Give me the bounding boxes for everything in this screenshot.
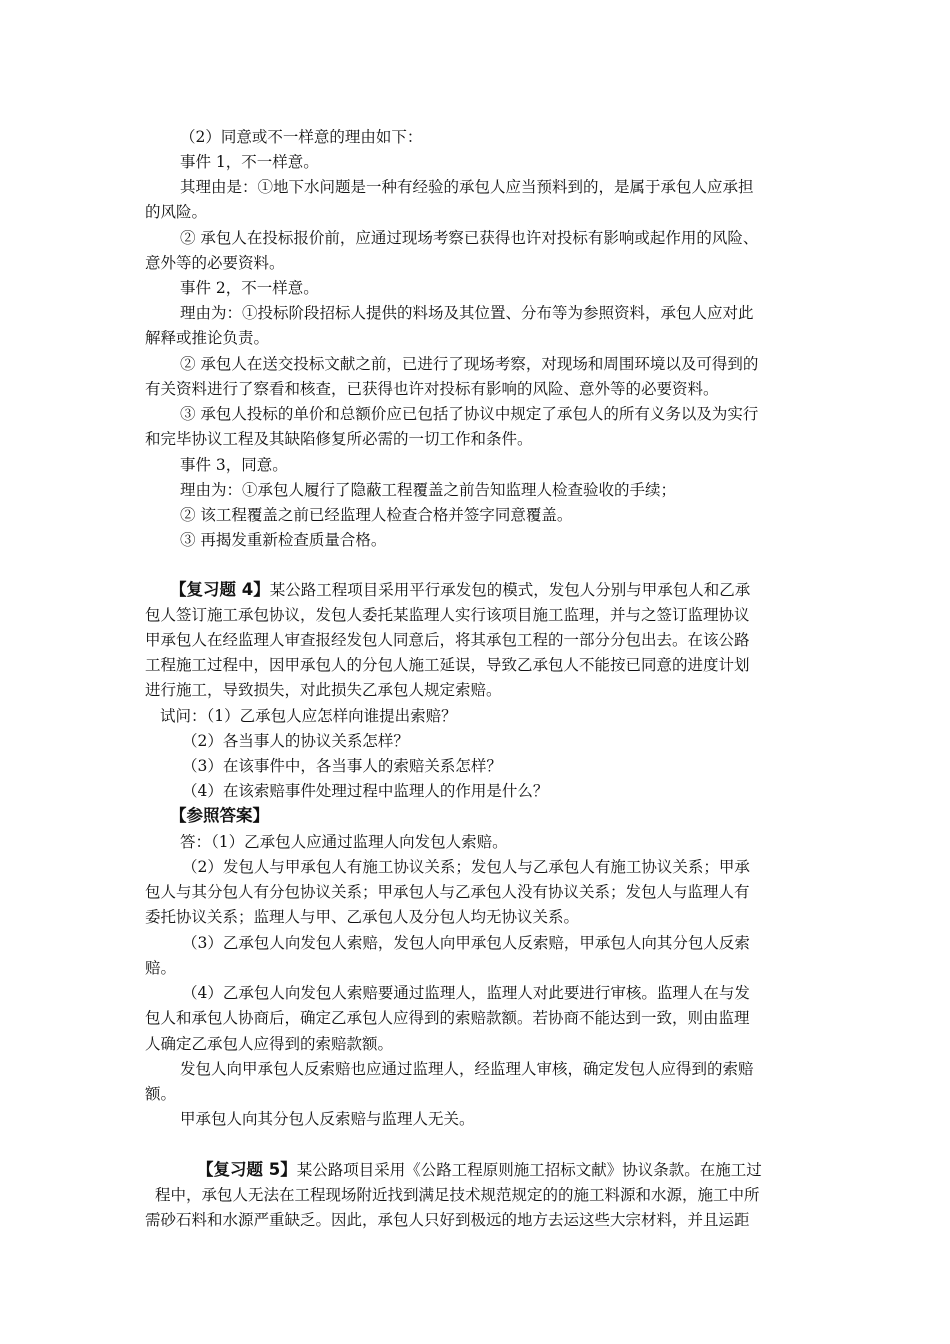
question-4-title: 【复习题 4】	[170, 580, 270, 599]
question-line: （3）在该事件中，各当事人的索赔关系怎样？	[182, 757, 502, 775]
paragraph-line: 解释或推论负责。	[145, 329, 270, 347]
question-line: （4）在该索赔事件处理过程中监理人的作用是什么？	[182, 782, 549, 800]
paragraph-line: 意外等的必要资料。	[145, 254, 285, 272]
paragraph-line: 包人签订施工承包协议，发包人委托某监理人实行该项目施工监理，并与之签订监理协议	[145, 606, 750, 624]
paragraph-line: 事件 3，同意。	[180, 456, 288, 474]
paragraph-line: （2）同意或不一样意的理由如下：	[180, 128, 423, 146]
paragraph-line: 有关资料进行了察看和核查，已获得也许对投标有影响的风险、意外等的必要资料。	[145, 380, 719, 398]
paragraph-line: 事件 2，不一样意。	[180, 279, 319, 297]
answer-line: 额。	[145, 1085, 177, 1103]
answer-line: 答：（1）乙承包人应通过监理人向发包人索赔。	[180, 833, 508, 851]
paragraph-line: 工程施工过程中，因甲承包人的分包人施工延误，导致乙承包人不能按已同意的进度计划	[145, 656, 750, 674]
answer-line: 赔。	[145, 959, 177, 977]
question-line: 试问：（1）乙承包人应怎样向谁提出索赔？	[160, 707, 457, 725]
question-5-first-line: 某公路项目采用《公路工程原则施工招标文献》协议条款。在施工过	[296, 1161, 762, 1179]
question-4-intro	[170, 580, 750, 600]
paragraph-line: 甲承包人在经监理人审查报经发包人同意后，将其承包工程的一部分分包出去。在该公路	[145, 631, 750, 649]
paragraph-line: 理由为：①投标阶段招标人提供的料场及其位置、分布等为参照资料，承包人应对此	[180, 304, 754, 322]
answer-line: （4）乙承包人向发包人索赔要通过监理人，监理人对此要进行审核。监理人在与发	[182, 984, 750, 1002]
answer-line: （2）发包人与甲承包人有施工协议关系；发包人与乙承包人有施工协议关系；甲承	[182, 858, 750, 876]
paragraph-line: ② 该工程覆盖之前已经监理人检查合格并签字同意覆盖。	[180, 506, 573, 524]
question-line: （2）各当事人的协议关系怎样？	[182, 732, 409, 750]
paragraph-line: 其理由是：①地下水问题是一种有经验的承包人应当预料到的，是属于承包人应承担	[180, 178, 754, 196]
paragraph-line: 需砂石料和水源严重缺乏。因此，承包人只好到极远的地方去运这些大宗材料，并且运距	[145, 1211, 750, 1229]
answer-heading: 【参照答案】	[170, 806, 269, 825]
paragraph-line: 程中，承包人无法在工程现场附近找到满足技术规范规定的的施工料源和水源，施工中所	[155, 1186, 760, 1204]
question-4-first-line: 某公路工程项目采用平行承发包的模式，发包人分别与甲承包人和乙承	[269, 581, 751, 599]
answer-line: 包人与其分包人有分包协议关系；甲承包人与乙承包人没有协议关系；发包人与监理人有	[145, 883, 750, 901]
answer-line: 委托协议关系；监理人与甲、乙承包人及分包人均无协议关系。	[145, 908, 580, 926]
paragraph-line: 的风险。	[145, 203, 208, 221]
answer-line: 发包人向甲承包人反索赔也应通过监理人，经监理人审核，确定发包人应得到的索赔	[180, 1060, 754, 1078]
paragraph-line: ② 承包人在送交投标文献之前，已进行了现场考察，对现场和周围环境以及可得到的	[180, 355, 759, 373]
paragraph-line: 和完毕协议工程及其缺陷修复所必需的一切工作和条件。	[145, 430, 533, 448]
paragraph-line: 事件 1，不一样意。	[180, 153, 319, 171]
answer-line: 包人和承包人协商后，确定乙承包人应得到的索赔款额。若协商不能达到一致，则由监理	[145, 1009, 750, 1027]
paragraph-line: ③ 再揭发重新检查质量合格。	[180, 531, 387, 549]
question-5-title: 【复习题 5】	[197, 1160, 297, 1179]
answer-line: （3）乙承包人向发包人索赔，发包人向甲承包人反索赔，甲承包人向其分包人反索	[182, 934, 750, 952]
answer-line: 人确定乙承包人应得到的索赔款额。	[145, 1035, 394, 1053]
answer-line: 甲承包人向其分包人反索赔与监理人无关。	[180, 1110, 475, 1128]
paragraph-line: ③ 承包人投标的单价和总额价应已包括了协议中规定了承包人的所有义务以及为实行	[180, 405, 759, 423]
paragraph-line: 理由为：①承包人履行了隐蔽工程覆盖之前告知监理人检查验收的手续；	[180, 481, 677, 499]
question-5-intro	[197, 1160, 762, 1180]
paragraph-line: ② 承包人在投标报价前，应通过现场考察已获得也许对投标有影响或起作用的风险、	[180, 229, 759, 247]
paragraph-line: 进行施工，导致损失，对此损失乙承包人规定索赔。	[145, 681, 502, 699]
